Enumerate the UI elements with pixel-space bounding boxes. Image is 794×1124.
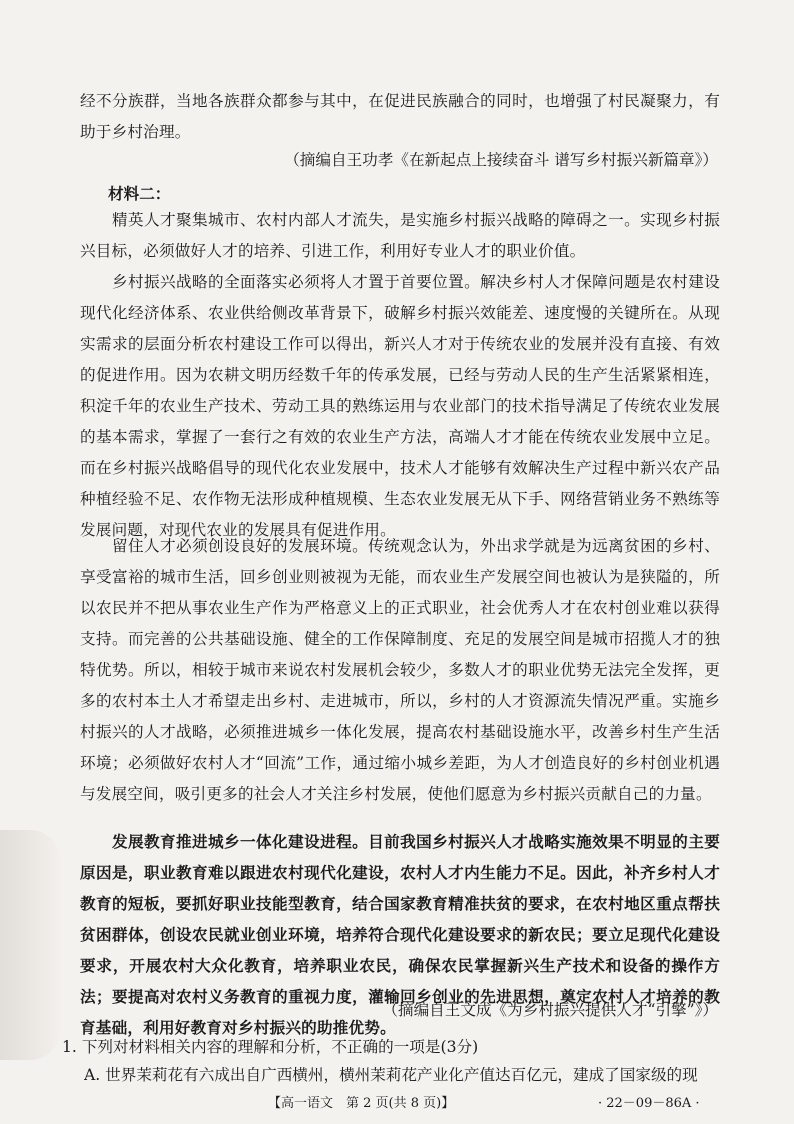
option-a: A. 世界茉莉花有六成出自广西横州，横州茉莉花产业化产值达百亿元，建成了国家级的现 xyxy=(84,1066,698,1084)
paragraph-retain-talent: 留住人才必须创设良好的发展环境。传统观念认为，外出求学就是为远离贫困的乡村、享受富裕的城市生活，回乡创业则被视为无能，而农业生产发展空间也被认为是狭隘的，所以农民并不把从事农业生产作为严格意义上的正式职业，社会优秀人才在农村创业难以获得支持。而完善的公共基础设施、健全的工作保障制度、充足的发展空间是城市招揽人才的独特优势。所以，相较于城市来说农村发展机会较少，多数人才的职业优势无法完全发挥，更多的农村本土人才希望走出乡村、走进城市，所以，乡村的人才资源流失情况严重。实施乡村振兴的人才战略，必须推进城乡一体化发展，提高农村基础设施水平，改善乡村生产生活环境；必须做好农村人才“回流”工作，通过缩小城乡差距，为人才创造良好的乡村创业机遇与发展空间，吸引更多的社会人才关注乡村发展，使他们愿意为乡村振兴贡献自己的力量。 xyxy=(80,537,720,803)
paragraph-education: 发展教育推进城乡一体化建设进程。目前我国乡村振兴人才战略实施效果不明显的主要原因是，职业教育难以跟进农村现代化建设，农村人才内生能力不足。因此，补齐乡村人才教育的短板，要抓好职业技能型教育，结合国家教育精准扶贫的要求，在农村地区重点帮扶贫困群体，创设农民就业创业环境，培养符合现代化建设要求的新农民；要立足现代化建设要求，开展农村大众化教育，培养职业农民，确保农民掌握新兴生产技术和设备的操作方法；要提高对农村义务教育的重视力度，灌输回乡创业的先进思想，奠定农村人才培养的教育基础，利用好教育对乡村振兴的助推优势。 xyxy=(80,832,720,1037)
paragraph-talent-barrier: 精英人才聚集城市、农村内部人才流失，是实施乡村振兴战略的障碍之一。实现乡村振兴目标，必须做好人才的培养、引进工作，利用好专业人才的职业价值。 xyxy=(80,211,720,260)
paragraph-continued: 经不分族群，当地各族群众都参与其中，在促进民族融合的同时，也增强了村民凝聚力，有助于乡村治理。 xyxy=(80,92,720,141)
page-watermark xyxy=(0,830,60,1060)
paragraph-talent-priority: 乡村振兴战略的全面落实必须将人才置于首要位置。解决乡村人才保障问题是农村建设现代化经济体系、农业供给侧改革背景下，破解乡村振兴效能差、速度慢的关键所在。从现实需求的层面分析农村建设工作可以得出，新兴人才对于传统农业的发展并没有直接、有效的促进作用。因为农耕文明历经数千年的传承发展，已经与劳动人民的生产生活紧紧相连，积淀千年的农业生产技术、劳动工具的熟练运用与农业部门的技术指导满足了传统农业发展的基本需求，掌握了一套行之有效的农业生产方法，高端人才才能在传统农业发展中立足。而在乡村振兴战略倡导的现代化农业发展中，技术人才能够有效解决生产过程中新兴农产品种植经验不足、农作物无法形成种植规模、生态农业发展无从下手、网络营销业务不熟练等发展问题，对现代农业的发展具有促进作用。 xyxy=(80,273,720,539)
material-two-heading: 材料二： xyxy=(108,184,171,203)
page-footer-code: · 22－09－86A · xyxy=(598,1096,700,1111)
question-stem: 1. 下列对材料相关内容的理解和分析，不正确的一项是(3分) xyxy=(62,1038,479,1056)
source-citation-1: （摘编自王功孝《在新起点上接续奋斗 谱写乡村振兴新篇章》） xyxy=(284,151,718,169)
page-footer-center: 【高一语文 第 2 页(共 8 页)】 xyxy=(268,1096,455,1111)
source-citation-2: （摘编自王文成《为乡村振兴提供人才“引擎”》） xyxy=(382,1001,718,1019)
